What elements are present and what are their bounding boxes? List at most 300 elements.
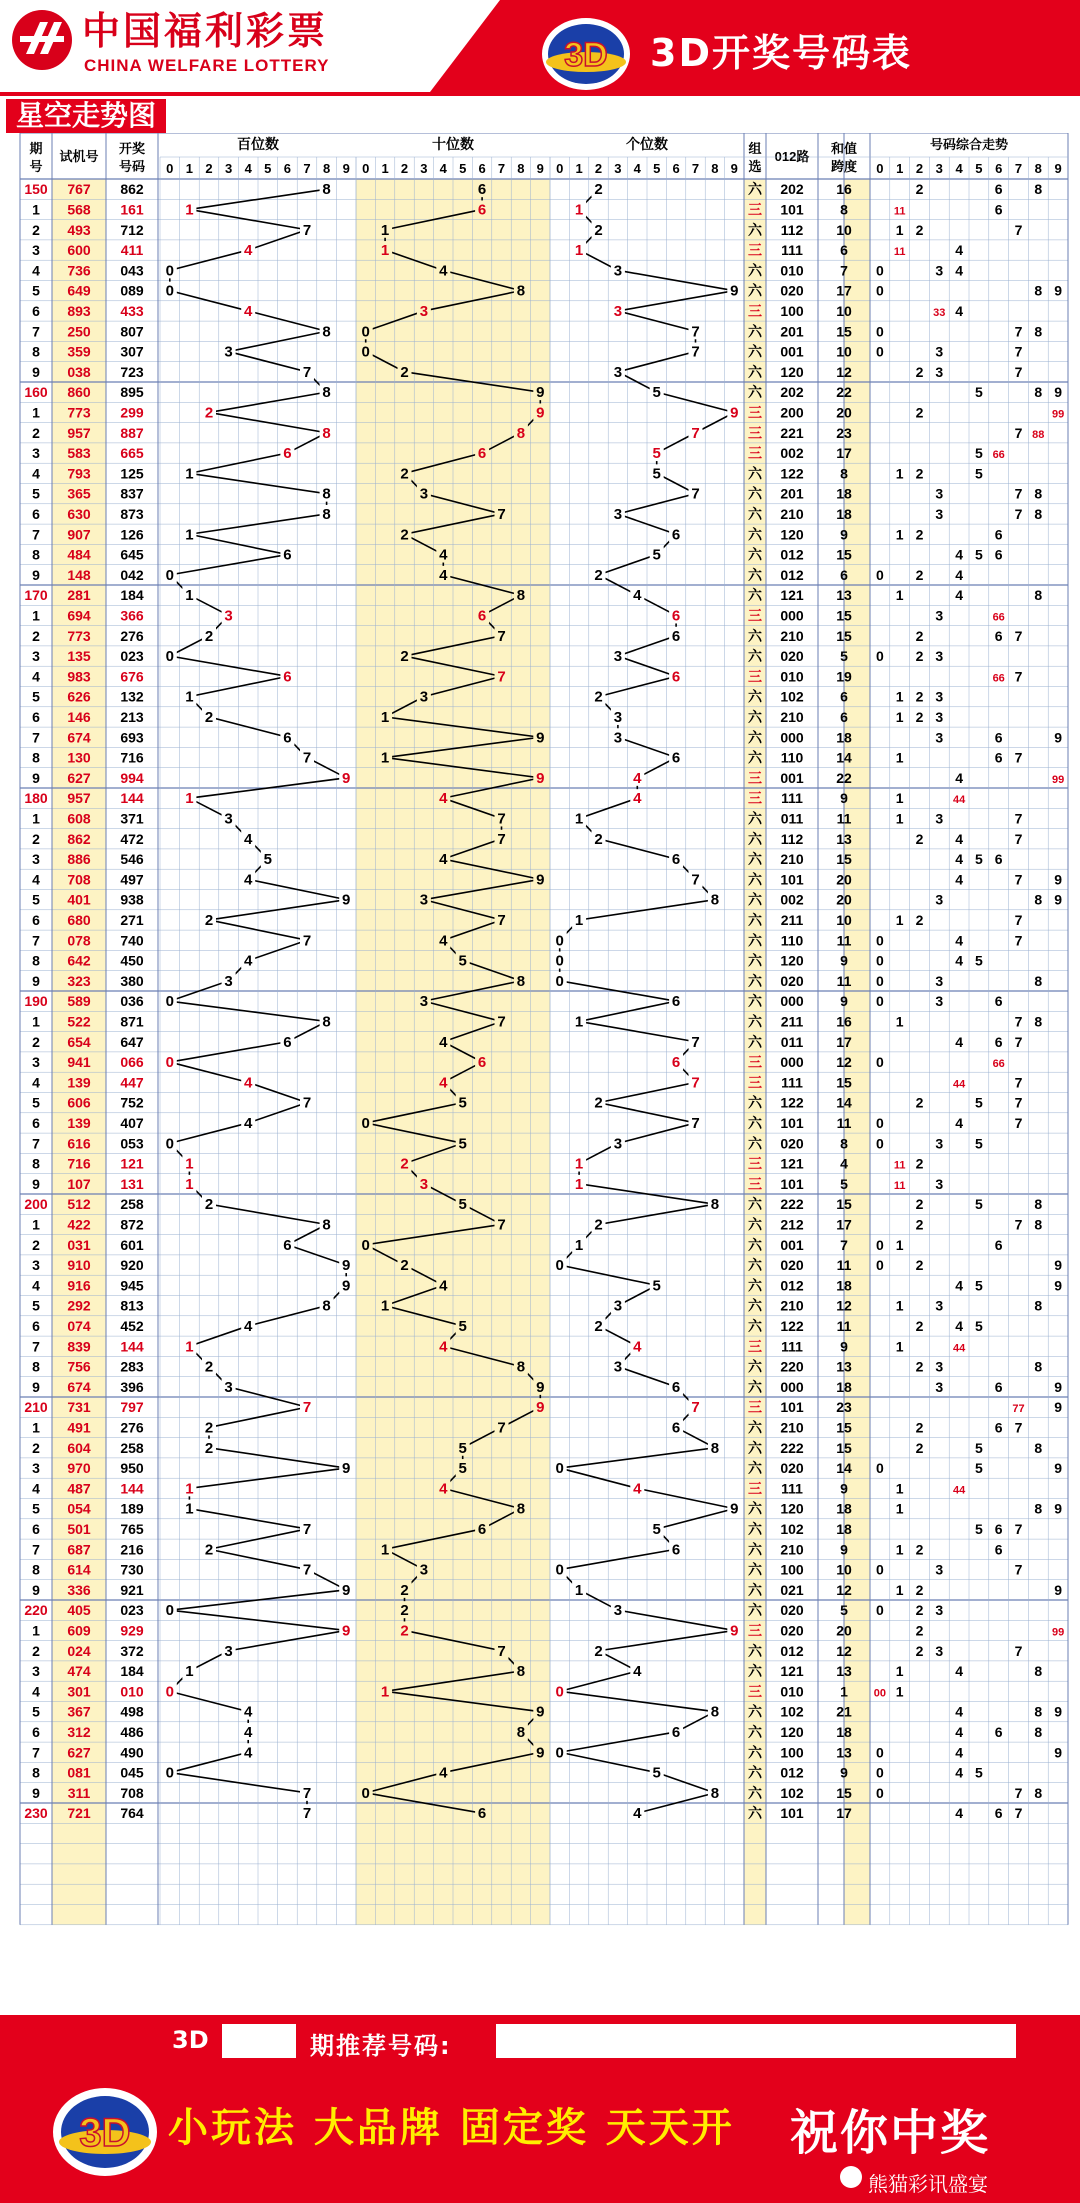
- row-test: 773: [67, 627, 91, 644]
- trend-digit-u: 4: [633, 1480, 642, 1498]
- overall-digit: 6: [994, 546, 1003, 563]
- trend-digit-u: 6: [671, 1378, 681, 1396]
- overall-digit: 7: [1014, 363, 1023, 380]
- trend-digit-u: 5: [652, 465, 661, 483]
- overall-digit: 0: [876, 1114, 884, 1131]
- row-sum: 6: [840, 242, 848, 259]
- row-period: 5: [32, 891, 40, 908]
- trend-digit-t: 9: [536, 769, 545, 787]
- row-test: 608: [67, 810, 91, 827]
- trend-digit-h: 2: [204, 1439, 214, 1457]
- digit-header: 7: [1014, 161, 1023, 176]
- overall-digit: 7: [1014, 1642, 1023, 1659]
- overall-digit: 7: [1014, 1074, 1023, 1091]
- row-route: 120: [780, 1500, 804, 1517]
- row-sum: 9: [840, 1541, 848, 1558]
- trend-digit-h: 8: [322, 1216, 331, 1234]
- row-test: 731: [67, 1399, 91, 1416]
- row-route: 202: [780, 384, 804, 401]
- row-group: 三: [748, 201, 762, 218]
- overall-digit: 5: [975, 952, 983, 969]
- row-route: 111: [781, 242, 803, 259]
- overall-digit: 7: [1014, 749, 1023, 766]
- overall-digit: 5: [975, 1520, 983, 1537]
- digit-header: 1: [381, 161, 389, 176]
- row-draw: 036: [120, 993, 144, 1010]
- row-group: 六: [748, 1358, 762, 1375]
- trend-digit-t: 5: [458, 1460, 467, 1478]
- row-group: 三: [748, 668, 762, 685]
- overall-digit: 1: [895, 688, 904, 705]
- overall-digit: 4: [955, 1663, 963, 1680]
- row-route: 020: [780, 1257, 804, 1274]
- overall-digit: 4: [955, 566, 963, 583]
- overall-digit: 11: [893, 246, 906, 259]
- row-route: 101: [780, 1805, 804, 1822]
- row-sum: 11: [836, 1114, 852, 1131]
- overall-digit: 5: [975, 1135, 983, 1152]
- row-period: 5: [32, 1703, 40, 1720]
- row-draw: 601: [120, 1236, 144, 1253]
- overall-digit: 5: [975, 465, 983, 482]
- overall-digit: 3: [935, 729, 944, 746]
- row-group: 六: [748, 485, 762, 502]
- row-draw: 010: [120, 1683, 144, 1700]
- row-draw: 740: [120, 932, 144, 949]
- row-group: 六: [748, 1277, 762, 1294]
- row-sum: 18: [836, 1277, 852, 1294]
- header-group-1: 组: [748, 141, 762, 156]
- trend-digit-t: 4: [439, 1033, 448, 1051]
- overall-digit: 0: [876, 932, 884, 949]
- trend-digit-t: 7: [497, 1216, 506, 1234]
- row-period: 1: [32, 1622, 40, 1639]
- header-group-2: 选: [748, 159, 762, 174]
- row-test: 983: [67, 668, 91, 685]
- overall-digit: 8: [1034, 1196, 1043, 1213]
- overall-digit: 2: [915, 1602, 924, 1619]
- row-group: 六: [748, 526, 762, 543]
- row-route: 210: [780, 1419, 804, 1436]
- row-test: 074: [67, 1317, 91, 1334]
- row-route: 200: [780, 404, 804, 421]
- trend-digit-u: 0: [555, 1561, 564, 1579]
- digit-header: 9: [730, 161, 738, 176]
- trend-digit-t: 8: [516, 1663, 526, 1681]
- trend-digit-u: 8: [710, 1784, 720, 1802]
- overall-digit: 0: [876, 1460, 884, 1477]
- trend-digit-t: 8: [516, 282, 526, 300]
- row-route: 222: [780, 1196, 804, 1213]
- overall-digit: 4: [955, 952, 963, 969]
- trend-digit-h: 2: [204, 404, 214, 422]
- row-group: 六: [748, 932, 762, 949]
- row-group: 六: [748, 587, 762, 604]
- row-test: 767: [67, 181, 91, 198]
- row-draw: 730: [120, 1561, 144, 1578]
- trend-digit-u: 1: [574, 201, 584, 219]
- overall-digit: 2: [915, 1257, 924, 1274]
- row-test: 568: [67, 201, 91, 218]
- header-route: 012路: [774, 149, 810, 164]
- row-group: 六: [748, 1764, 762, 1781]
- overall-digit: 2: [915, 1094, 924, 1111]
- trend-digit-t: 2: [400, 526, 409, 544]
- row-test: 367: [67, 1703, 91, 1720]
- row-sum: 5: [840, 1175, 848, 1192]
- trend-digit-t: 1: [380, 221, 390, 239]
- trend-digit-u: 8: [710, 1703, 720, 1721]
- row-sum: 15: [836, 323, 852, 340]
- row-sum: 16: [836, 1013, 852, 1030]
- overall-digit: 5: [975, 1196, 983, 1213]
- overall-digit: 5: [975, 851, 983, 868]
- digit-header: 6: [283, 161, 292, 176]
- row-sum: 10: [836, 1561, 852, 1578]
- trend-digit-u: 4: [633, 1663, 642, 1681]
- overall-digit: 6: [994, 181, 1003, 198]
- trend-digit-h: 1: [185, 1480, 194, 1498]
- row-draw: 144: [120, 1338, 144, 1355]
- row-period: 9: [32, 972, 40, 989]
- overall-digit: 3: [935, 1135, 944, 1152]
- row-group: 六: [748, 1135, 762, 1152]
- trend-digit-h: 0: [165, 1135, 174, 1153]
- overall-digit: 7: [1014, 1216, 1023, 1233]
- row-period: 1: [32, 404, 40, 421]
- row-sum: 18: [836, 1378, 852, 1395]
- row-test: 614: [67, 1561, 91, 1578]
- trend-digit-h: 1: [185, 1500, 194, 1518]
- row-period: 2: [32, 1642, 40, 1659]
- row-group: 六: [748, 1378, 762, 1395]
- trend-digit-t: 0: [361, 1236, 370, 1254]
- trend-digit-u: 1: [574, 810, 584, 828]
- row-draw: 371: [120, 810, 144, 827]
- trend-digit-t: 5: [458, 1196, 467, 1214]
- trend-digit-t: 3: [419, 688, 429, 706]
- header-hundreds: 百位数: [237, 136, 279, 152]
- row-group: 六: [748, 688, 762, 705]
- row-test: 401: [67, 891, 91, 908]
- row-test: 793: [67, 465, 91, 482]
- row-route: 002: [780, 891, 804, 908]
- row-period: 3: [32, 1663, 40, 1680]
- row-sum: 10: [836, 343, 852, 360]
- row-group: 六: [748, 384, 762, 401]
- trend-digit-t: 7: [497, 911, 506, 929]
- row-sum: 6: [840, 708, 848, 725]
- overall-digit: 6: [994, 1723, 1003, 1740]
- row-test: 130: [67, 749, 91, 766]
- digit-header: 2: [915, 161, 924, 176]
- row-draw: 921: [120, 1581, 144, 1598]
- overall-digit: 6: [994, 526, 1003, 543]
- trend-digit-u: 9: [730, 282, 739, 300]
- trend-digit-u: 5: [652, 384, 661, 402]
- row-route: 010: [780, 668, 804, 685]
- overall-digit: 7: [1014, 221, 1023, 238]
- trend-digit-t: 9: [536, 1378, 545, 1396]
- trend-digit-u: 4: [633, 790, 642, 808]
- digit-header: 7: [497, 161, 506, 176]
- trend-digit-h: 7: [302, 932, 312, 950]
- row-period: 190: [24, 993, 48, 1010]
- overall-digit: 77: [1012, 1403, 1025, 1416]
- row-route: 122: [780, 1094, 804, 1111]
- row-route: 012: [780, 566, 804, 583]
- row-route: 211: [780, 911, 804, 928]
- overall-digit: 44: [952, 794, 966, 807]
- row-group: 六: [748, 708, 762, 725]
- row-test: 081: [67, 1764, 91, 1781]
- trend-digit-h: 6: [283, 1033, 292, 1051]
- row-route: 020: [780, 1460, 804, 1477]
- trend-digit-u: 5: [652, 1520, 661, 1538]
- emblem-text: 3D: [564, 36, 608, 74]
- row-route: 002: [780, 445, 804, 462]
- row-sum: 12: [836, 363, 852, 380]
- digit-header: 6: [478, 161, 486, 176]
- overall-digit: 2: [915, 648, 924, 665]
- row-route: 201: [780, 323, 804, 340]
- row-route: 212: [780, 1216, 804, 1233]
- row-sum: 10: [836, 911, 852, 928]
- row-period: 8: [32, 343, 40, 360]
- trend-digit-u: 3: [613, 1135, 623, 1153]
- row-draw: 283: [120, 1358, 144, 1375]
- overall-digit: 6: [994, 993, 1003, 1010]
- row-draw: 807: [120, 323, 144, 340]
- trend-digit-h: 3: [224, 810, 233, 828]
- row-route: 111: [781, 1074, 803, 1091]
- trend-digit-h: 7: [302, 1094, 312, 1112]
- row-group: 六: [748, 749, 762, 766]
- trend-digit-u: 0: [555, 1257, 564, 1275]
- trend-digit-u: 6: [671, 526, 681, 544]
- row-group: 三: [748, 1338, 762, 1355]
- row-period: 1: [32, 201, 40, 218]
- row-period: 210: [24, 1399, 48, 1416]
- row-route: 101: [780, 201, 804, 218]
- row-group: 六: [748, 505, 762, 522]
- row-group: 六: [748, 566, 762, 583]
- trend-digit-h: 9: [342, 1277, 351, 1295]
- row-test: 031: [67, 1236, 91, 1253]
- row-group: 六: [748, 1236, 762, 1253]
- overall-digit: 8: [1034, 323, 1043, 340]
- overall-digit: 6: [994, 1033, 1003, 1050]
- overall-digit: 3: [935, 262, 944, 279]
- row-route: 101: [780, 1114, 804, 1131]
- trend-digit-t: 9: [536, 1744, 545, 1762]
- row-route: 112: [780, 221, 804, 238]
- trend-digit-h: 0: [165, 566, 174, 584]
- trend-digit-u: 2: [594, 1094, 603, 1112]
- row-period: 8: [32, 546, 40, 563]
- overall-digit: 5: [975, 1277, 983, 1294]
- row-draw: 645: [120, 546, 144, 563]
- digit-header: 6: [672, 161, 680, 176]
- row-route: 010: [780, 1683, 804, 1700]
- trend-digit-t: 9: [536, 384, 545, 402]
- row-group: 三: [748, 1622, 762, 1639]
- trend-digit-h: 7: [302, 1784, 312, 1802]
- row-period: 4: [32, 1074, 40, 1091]
- overall-digit: 7: [1014, 1805, 1023, 1822]
- row-sum: 10: [836, 221, 852, 238]
- header-span: 跨度: [830, 159, 858, 174]
- row-draw: 380: [120, 972, 144, 989]
- trend-digit-h: 1: [185, 1155, 194, 1173]
- row-period: 170: [24, 587, 48, 604]
- trend-digit-t: 3: [419, 485, 429, 503]
- row-group: 六: [748, 1460, 762, 1477]
- overall-digit: 8: [1034, 384, 1043, 401]
- trend-digit-u: 6: [671, 1541, 681, 1559]
- overall-digit: 7: [1014, 1094, 1023, 1111]
- digit-header: 5: [975, 161, 983, 176]
- trend-digit-t: 6: [477, 1805, 487, 1823]
- overall-digit: 6: [994, 851, 1003, 868]
- trend-digit-u: 2: [594, 181, 603, 199]
- row-route: 120: [780, 1723, 804, 1740]
- row-sum: 1: [840, 1683, 848, 1700]
- overall-digit: 44: [952, 1342, 966, 1355]
- overall-digit: 11: [893, 205, 906, 218]
- overall-digit: 2: [915, 1622, 924, 1639]
- row-group: 六: [748, 1784, 762, 1801]
- trend-digit-t: 5: [458, 952, 467, 970]
- row-period: 4: [32, 871, 40, 888]
- row-period: 3: [32, 445, 40, 462]
- overall-digit: 7: [1014, 505, 1023, 522]
- trend-digit-u: 4: [633, 1805, 642, 1823]
- row-test: 600: [67, 242, 91, 259]
- overall-digit: 1: [895, 1297, 904, 1314]
- slogan: 小玩法 大品牌 固定奖 天天开: [168, 2105, 735, 2151]
- trend-digit-h: 3: [224, 1642, 233, 1660]
- row-route: 012: [780, 546, 804, 563]
- row-route: 102: [780, 1784, 804, 1801]
- row-group: 六: [748, 1317, 762, 1334]
- trend-digit-h: 4: [244, 952, 253, 970]
- row-group: 六: [748, 1581, 762, 1598]
- overall-digit: 9: [1054, 871, 1062, 888]
- digit-header: 3: [614, 161, 622, 176]
- overall-digit: 4: [955, 1033, 963, 1050]
- row-test: 860: [67, 384, 91, 401]
- trend-digit-u: 6: [671, 668, 681, 686]
- row-sum: 23: [836, 1399, 852, 1416]
- trend-digit-h: 9: [342, 891, 351, 909]
- overall-digit: 2: [915, 465, 924, 482]
- overall-digit: 4: [955, 1744, 963, 1761]
- trend-digit-u: 1: [574, 1175, 584, 1193]
- overall-digit: 3: [935, 1297, 944, 1314]
- trend-digit-t: 7: [497, 1419, 506, 1437]
- row-test: 501: [67, 1520, 91, 1537]
- trend-digit-h: 1: [185, 1175, 194, 1193]
- row-period: 7: [32, 323, 40, 340]
- row-period: 2: [32, 830, 40, 847]
- row-group: 六: [748, 972, 762, 989]
- overall-digit: 7: [1014, 343, 1023, 360]
- row-draw: 716: [120, 749, 144, 766]
- row-test: 078: [67, 932, 91, 949]
- overall-digit: 00: [873, 1687, 887, 1700]
- digit-header: 2: [400, 161, 409, 176]
- trend-digit-t: 7: [497, 1013, 506, 1031]
- row-route: 111: [781, 1480, 803, 1497]
- row-draw: 258: [120, 1439, 144, 1456]
- overall-digit: 2: [915, 1581, 924, 1598]
- trend-digit-h: 6: [283, 729, 292, 747]
- row-period: 9: [32, 1581, 40, 1598]
- footer-3d-emblem-icon: [50, 2080, 160, 2180]
- overall-digit: 0: [876, 566, 884, 583]
- row-sum: 13: [836, 587, 852, 604]
- row-test: 323: [67, 972, 91, 989]
- row-group: 三: [748, 769, 762, 786]
- row-draw: 144: [120, 790, 144, 807]
- row-sum: 17: [836, 1805, 852, 1822]
- row-test: 862: [67, 830, 91, 847]
- row-period: 6: [32, 1520, 40, 1537]
- row-test: 054: [67, 1500, 91, 1517]
- trend-digit-h: 9: [342, 1581, 351, 1599]
- trend-digit-h: 1: [185, 526, 194, 544]
- digit-header: 8: [1034, 161, 1042, 176]
- overall-digit: 8: [1034, 1439, 1043, 1456]
- header-period-1: 期: [29, 141, 43, 156]
- row-group: 六: [748, 221, 762, 238]
- row-period: 150: [24, 181, 48, 198]
- trend-digit-t: 2: [400, 465, 409, 483]
- overall-digit: 4: [955, 769, 963, 786]
- overall-digit: 0: [876, 1764, 884, 1781]
- overall-digit: 2: [915, 1642, 924, 1659]
- row-sum: 18: [836, 1520, 852, 1537]
- row-draw: 871: [120, 1013, 144, 1030]
- trend-digit-t: 9: [536, 1399, 545, 1417]
- overall-digit: 8: [1034, 1216, 1043, 1233]
- row-test: 604: [67, 1439, 91, 1456]
- trend-digit-u: 2: [594, 566, 603, 584]
- trend-digit-t: 1: [380, 1541, 390, 1559]
- row-test: 487: [67, 1480, 91, 1497]
- digit-header: 9: [536, 161, 544, 176]
- row-route: 120: [780, 952, 804, 969]
- trend-digit-h: 6: [283, 668, 292, 686]
- row-group: 六: [748, 851, 762, 868]
- row-period: 1: [32, 1419, 40, 1436]
- overall-digit: 4: [955, 851, 963, 868]
- row-test: 146: [67, 708, 91, 725]
- trend-digit-h: 8: [322, 323, 331, 341]
- row-route: 210: [780, 627, 804, 644]
- row-draw: 723: [120, 363, 144, 380]
- trend-digit-h: 4: [244, 871, 253, 889]
- footer-3d-label: 3D: [172, 2026, 209, 2054]
- row-test: 680: [67, 911, 91, 928]
- row-test: 484: [67, 546, 91, 563]
- trend-digit-h: 1: [185, 688, 194, 706]
- overall-digit: 9: [1054, 1460, 1062, 1477]
- row-draw: 708: [120, 1784, 144, 1801]
- digit-header: 9: [1054, 161, 1062, 176]
- overall-digit: 8: [1034, 1500, 1043, 1517]
